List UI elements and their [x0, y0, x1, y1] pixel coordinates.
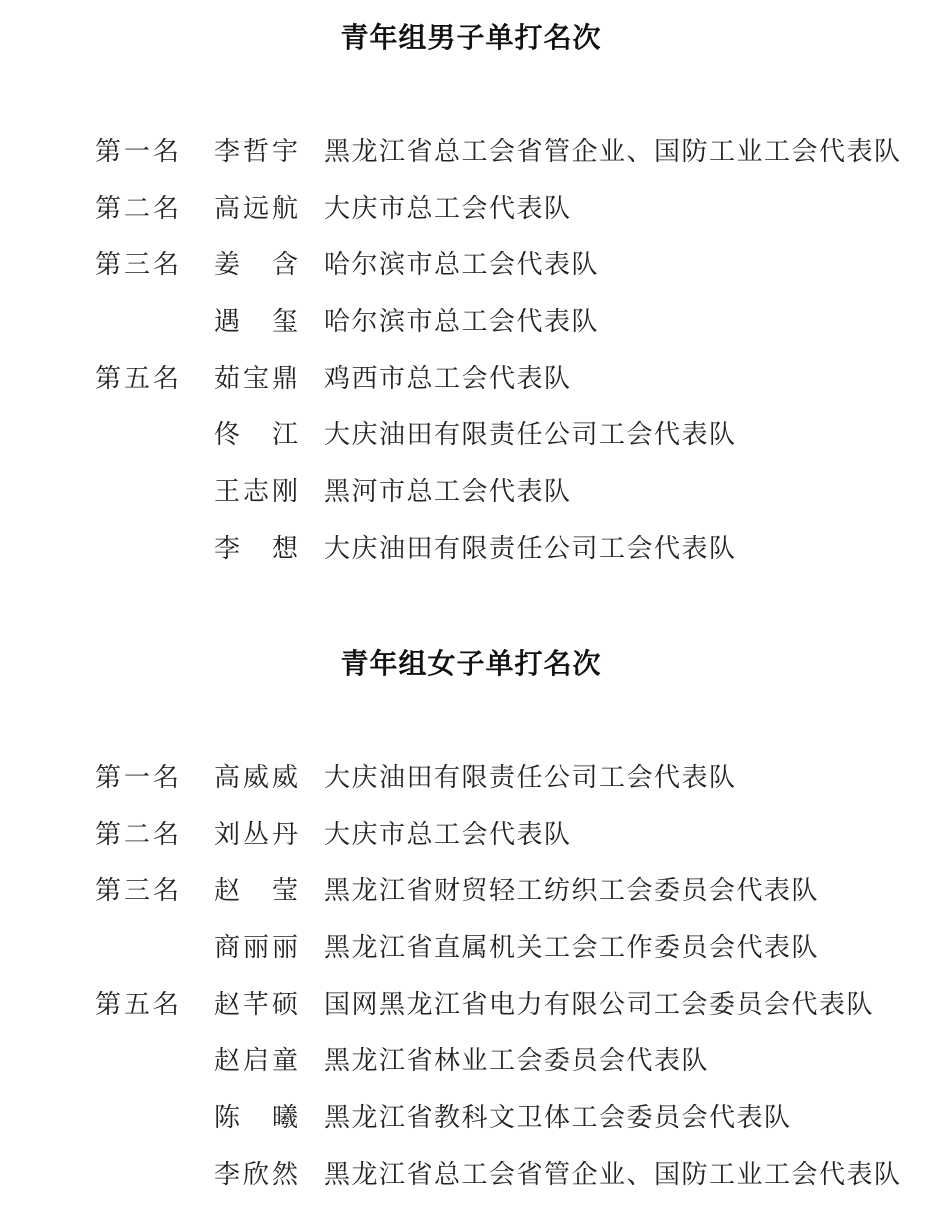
ranking-row	[0, 815, 942, 872]
player-name: 赵 芊 硕	[214, 989, 298, 1020]
rank-label: 第五名	[95, 989, 183, 1020]
player-name: 王 志 刚	[214, 477, 298, 508]
player-name: 赵 莹	[214, 876, 298, 907]
ranking-row	[0, 928, 942, 985]
team-name: 黑龙江省总工会省管企业、国防工业工会代表队	[324, 137, 902, 167]
rank-label: 第二名	[95, 819, 183, 850]
ranking-list-women	[0, 758, 942, 1212]
rank-label: 第三名	[95, 250, 183, 281]
team-name: 黑龙江省财贸轻工纺织工会委员会代表队	[324, 876, 820, 907]
player-name: 赵 启 童	[214, 1046, 298, 1077]
player-name: 遇 玺	[214, 307, 298, 338]
ranking-row	[0, 1155, 942, 1212]
team-name: 黑龙江省直属机关工会工作委员会代表队	[324, 933, 820, 964]
player-name: 李 想	[214, 533, 298, 564]
ranking-row	[0, 1098, 942, 1155]
rank-label: 第三名	[95, 876, 183, 907]
ranking-row	[0, 472, 942, 529]
ranking-row	[0, 1041, 942, 1098]
player-name: 李 哲 宇	[214, 137, 298, 167]
team-name: 鸡西市总工会代表队	[324, 363, 572, 394]
ranking-row	[0, 132, 942, 189]
player-name: 茹 宝 鼎	[214, 363, 298, 394]
player-name: 高 威 威	[214, 763, 298, 793]
ranking-row	[0, 529, 942, 586]
team-name: 大庆市总工会代表队	[324, 193, 572, 224]
rank-label: 第五名	[95, 363, 183, 394]
rank-label: 第一名	[95, 137, 183, 167]
ranking-row	[0, 871, 942, 928]
ranking-row	[0, 245, 942, 302]
rank-label: 第二名	[95, 193, 183, 224]
team-name: 大庆市总工会代表队	[324, 819, 572, 850]
team-name: 哈尔滨市总工会代表队	[324, 250, 600, 281]
ranking-list-men	[0, 132, 942, 586]
ranking-row	[0, 359, 942, 416]
ranking-row	[0, 415, 942, 472]
team-name: 黑龙江省总工会省管企业、国防工业工会代表队	[324, 1159, 902, 1190]
ranking-row	[0, 985, 942, 1042]
player-name: 商 丽 丽	[214, 933, 298, 964]
team-name: 大庆油田有限责任公司工会代表队	[324, 420, 737, 451]
player-name: 姜 含	[214, 250, 298, 281]
player-name: 刘 丛 丹	[214, 819, 298, 850]
team-name: 哈尔滨市总工会代表队	[324, 307, 600, 338]
player-name: 高 远 航	[214, 193, 298, 224]
section-title-women: 青年组女子单打名次	[340, 647, 602, 680]
team-name: 黑龙江省林业工会委员会代表队	[324, 1046, 710, 1077]
rank-label: 第一名	[95, 763, 183, 793]
ranking-row	[0, 758, 942, 815]
team-name: 黑龙江省教科文卫体工会委员会代表队	[324, 1103, 792, 1134]
player-name: 陈 曦	[214, 1103, 298, 1134]
ranking-row	[0, 189, 942, 246]
team-name: 大庆油田有限责任公司工会代表队	[324, 763, 737, 793]
player-name: 佟 江	[214, 420, 298, 451]
team-name: 黑河市总工会代表队	[324, 477, 572, 508]
ranking-row	[0, 302, 942, 359]
section-title-men: 青年组男子单打名次	[340, 21, 602, 54]
team-name: 大庆油田有限责任公司工会代表队	[324, 533, 737, 564]
player-name: 李 欣 然	[214, 1159, 298, 1190]
team-name: 国网黑龙江省电力有限公司工会委员会代表队	[324, 989, 875, 1020]
